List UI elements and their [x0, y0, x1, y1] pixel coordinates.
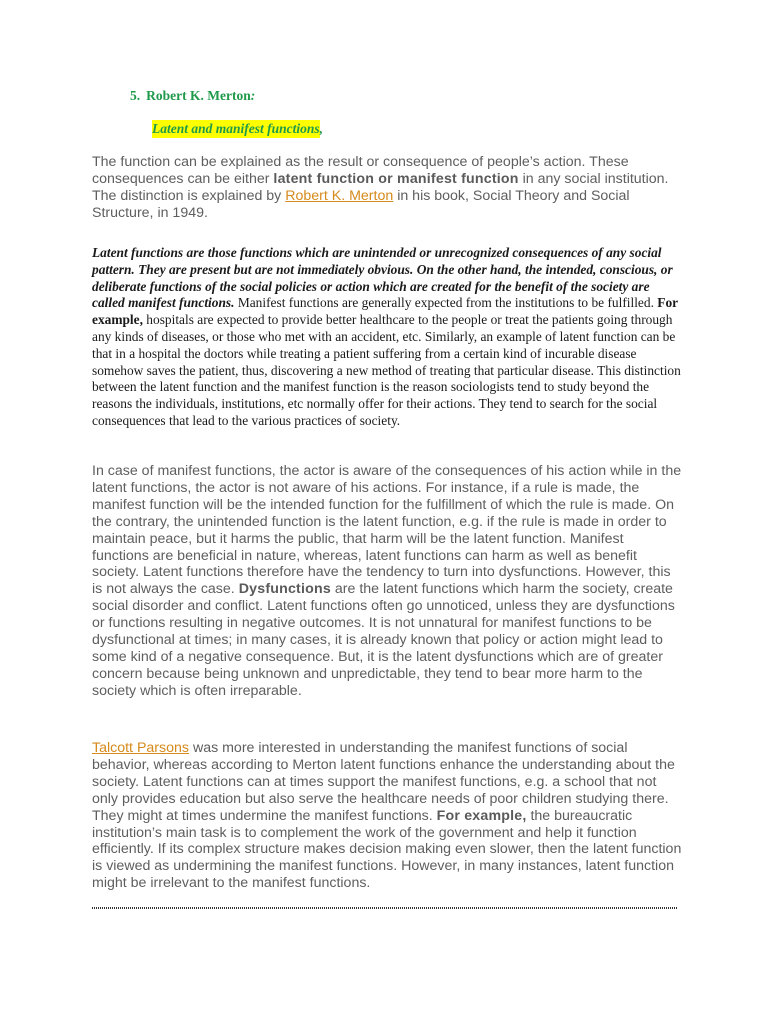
text-run: in any social institution. The distinction is explained by: [92, 170, 669, 204]
link-talcott-parsons[interactable]: Talcott Parsons: [92, 740, 189, 756]
text-run: The function can be explained as the result or consequence of people’s action. These consequences can be either: [92, 154, 629, 187]
text-run: the bureaucratic institution’s main task is to complement the work of the government and help it function efficiently. If its complex structure makes decision making even slower, then the latent function is viewed as undermining the manifest functions. However, in many instances, latent function might be irrelevant to the manifest functions.: [92, 807, 682, 892]
text-run: hospitals are expected to provide better healthcare to the people or treat the patients going through any kinds of diseases, or those who met with an accident, etc. Similarly, an example of latent function can be that in a hospital the doctors while treating a patient suffering from a certain kind of incurable disease somehow saves the patient, thus, discovering a new method of treating that particular disease. This distinction between the latent function and the manifest function is the reason sociologists tend to study beyond the reasons the individuals, institutions, etc normally offer for their actions. They tend to search for the social consequences that lead to the various practices of society.: [92, 312, 681, 428]
bold-italic-definition: Latent functions are those functions which are unintended or unrecognized consequences of any social pattern. They are present but are not immediately obvious. On the other hand, the intended, conscious, or deliberate functions of the social policies or action which are created for the benefit of the society are called manifest functions.: [92, 245, 673, 311]
paragraph-definitions: [92, 245, 682, 430]
text-run: in his book, Social Theory and Social Structure, in 1949.: [92, 187, 630, 221]
text-run: was more interested in understanding the manifest functions of social behavior, whereas according to Merton latent functions enhance the understanding about the society. Latent functions can at times support the manifest functions, e.g. a school that not only provides education but also serve the healthcare needs of poor children studying there. They might at times undermine the manifest functions.: [92, 740, 675, 824]
section-name: Robert K. Merton: [146, 88, 251, 103]
text-run: Manifest functions are generally expected from the institutions to be fulfilled.: [234, 295, 658, 311]
text-run: In case of manifest functions, the actor is aware of the consequences of his action while in the latent functions, the actor is not aware of his actions. For instance, if a rule is made, the manifest function will be the intended function for the fulfillment of which the rule is made. On the contrary, the unintended function is the latent function, e.g. if the rule is made in order to maintain peace, but it harms the public, that harm will be the latent function. Manifest functions are beneficial in nature, whereas, latent functions can harm as well as benefit society. Latent functions therefore have the tendency to turn into dysfunctions. However, this is not always the case.: [92, 463, 682, 598]
bold-term: For example,: [436, 807, 527, 824]
subheading-highlight: Latent and manifest functions: [152, 121, 320, 136]
paragraph-parsons: [92, 740, 682, 892]
text-run: are the latent functions which harm the society, create social disorder and conflict. Latent functions often go unnoticed, unless they are dysfunctions or functions resulting in negative outcomes. It is not unnatural for manifest functions to be dysfunctional at times; in many cases, it is already known that policy or action might lead to some kind of a negative consequence. But, it is the latent dysfunctions which are of greater concern because being unknown and unpredictable, they tend to bear more harm to the society which is often irreparable.: [92, 581, 675, 699]
paragraph-intro: [92, 154, 682, 222]
bold-term: For example,: [92, 295, 678, 328]
subheading: [152, 121, 323, 137]
section-colon: :: [250, 88, 256, 103]
paragraph-manifest-vs-latent: [92, 463, 682, 700]
link-robert-merton[interactable]: Robert K. Merton: [285, 187, 394, 204]
subheading-comma: ,: [319, 121, 324, 136]
section-number: 5.: [130, 88, 141, 103]
bold-term: Dysfunctions: [238, 581, 331, 598]
section-heading: [130, 88, 255, 104]
bold-term: latent function or manifest function: [273, 170, 519, 187]
dotted-separator: [92, 907, 677, 909]
